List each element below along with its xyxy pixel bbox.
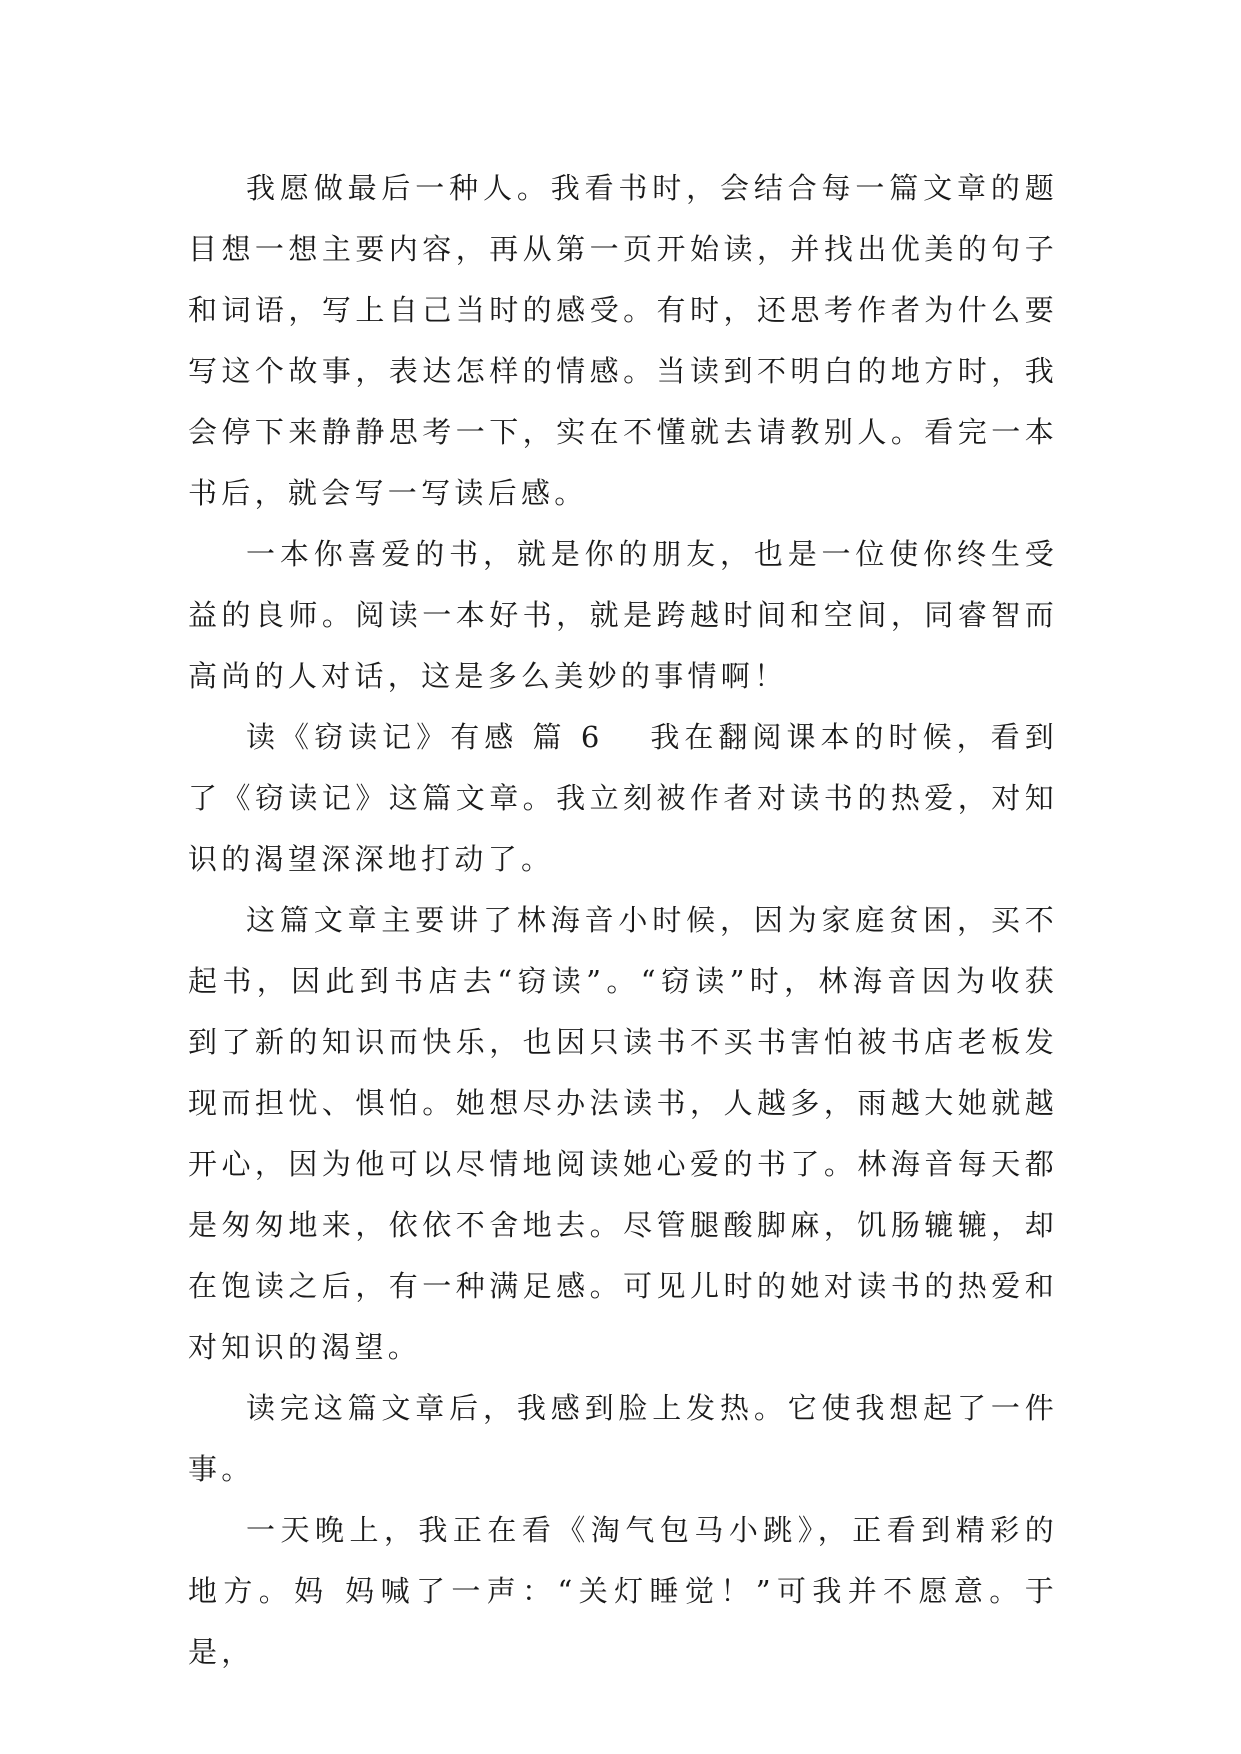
paragraph-reflection: 读完这篇文章后，我感到脸上发热。它使我想起了一件事。 — [188, 1391, 1058, 1486]
section-first-paragraph: 我在翻阅课本的时候，看到了《窃读记》这篇文章。我立刻被作者对读书的热爱，对知识的渴望深深地打动了。 — [188, 720, 1058, 876]
paragraph-anecdote: 一天晚上，我正在看《淘气包马小跳》，正看到精彩的地方。妈 妈喊了一声：“关灯睡觉！”可我并不愿意。于是， — [188, 1513, 1058, 1669]
document-body — [188, 158, 1058, 1683]
section-heading-paragraph — [188, 707, 1058, 890]
section-heading: 读《窃读记》有感 篇 6 — [246, 720, 604, 754]
paragraph-article-summary: 这篇文章主要讲了林海音小时候，因为家庭贫困，买不起书，因此到书店去“窃读”。“窃读”时，林海音因为收获到了新的知识而快乐，也因只读书不买书害怕被书店老板发现而担忧、惧怕。她想尽办法读书，人越多，雨越大她就越开心，因为他可以尽情地阅读她心爱的书了。林海音每天都是匆匆地来，依依不舍地去。尽管腿酸脚麻，饥肠辘辘，却在饱读之后，有一种满足感。可见儿时的她对读书的热爱和对知识的渴望。 — [188, 903, 1058, 1364]
paragraph-reading-method: 我愿做最后一种人。我看书时，会结合每一篇文章的题目想一想主要内容，再从第一页开始读，并找出优美的句子和词语，写上自己当时的感受。有时，还思考作者为什么要写这个故事，表达怎样的情感。当读到不明白的地方时，我会停下来静静思考一下，实在不懂就去请教别人。看完一本书后，就会写一写读后感。 — [188, 171, 1058, 510]
paragraph-book-as-friend: 一本你喜爱的书，就是你的朋友，也是一位使你终生受益的良师。阅读一本好书，就是跨越时间和空间，同睿智而高尚的人对话，这是多么美妙的事情啊！ — [188, 537, 1058, 693]
